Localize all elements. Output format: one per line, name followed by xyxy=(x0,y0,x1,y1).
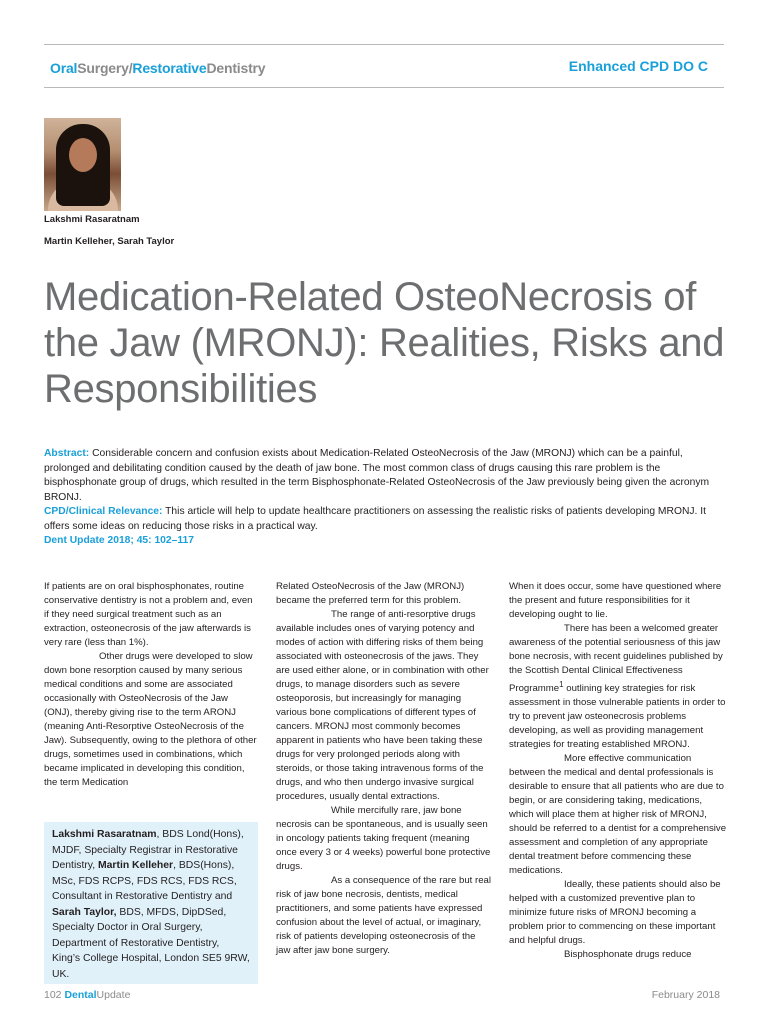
col3-paragraph-2a: There has been a welcomed greater awareness of the potential seriousness of this jaw bone necrosis, with recent guidelines published by the Scottish Dental Clinical Effectiveness Programme xyxy=(509,623,723,695)
affil-text-1: , BDS Lond(Hons), MJDF, Specialty Registrar in Restorative Dentistry, xyxy=(52,829,244,871)
body-column-1 xyxy=(44,580,258,790)
footer-brand-dental: Dental xyxy=(64,989,97,1001)
abstract-text: Considerable concern and confusion exists about Medication-Related OsteoNecrosis of the Jaw (MRONJ) which can be a painful, prolonged and debilitating condition caused by the death of jaw bone. The most common class of drugs causing this rare problem is the bisphosphonate group of drugs, which resulted in the term Bisphosphonate-Related OsteoNecrosis of the Jaw previously being given the acronym BRONJ. xyxy=(44,448,710,503)
citation: Dent Update 2018; 45: 102–117 xyxy=(44,535,194,546)
header-top-rule xyxy=(44,44,724,45)
section-part-restorative: Restorative xyxy=(132,60,207,76)
affiliation-box xyxy=(44,822,258,984)
col3-paragraph-1: When it does occur, some have questioned where the present and future responsibilities for it developing ought to lie. xyxy=(509,581,722,620)
footer-page xyxy=(44,989,130,1001)
abstract-label: Abstract: xyxy=(44,448,90,459)
col2-paragraph-4: As a consequence of the rare but real risk of jaw bone necrosis, dentists, medical practitioners, and some patients have expressed confusion about the level of actual, or imaginary, risk of patients developing osteonecrosis of the jaw after jaw bone surgery. xyxy=(276,875,491,956)
section-label xyxy=(50,60,265,76)
affil-text-2: , BDS(Hons), MSc, FDS RCPS, FDS RCS, FDS RCS, Consultant in Restorative Dentistry and xyxy=(52,860,237,902)
article-title: Medication-Related OsteoNecrosis of the Jaw (MRONJ): Realities, Risks and Responsibilities xyxy=(44,275,725,411)
col1-paragraph-1: If patients are on oral bisphosphonates, routine conservative dentistry is not a problem and, even if they need surgical treatment such as an extraction, osteonecrosis of the jaw afterwards is very rare (less than 1%). xyxy=(44,581,253,648)
page-number: 102 xyxy=(44,989,62,1001)
header-bottom-rule xyxy=(44,87,724,88)
col3-paragraph-2b: outlining key strategies for risk assessment in those vulnerable patients in order to try to prevent jaw osteonecrosis problems developing, as well as providing management strategies for treating established MRONJ. xyxy=(509,683,726,751)
affil-name-2: Martin Kelleher xyxy=(98,860,174,871)
body-column-3 xyxy=(509,580,727,962)
abstract-block xyxy=(44,447,724,549)
footer-brand-update: Update xyxy=(96,989,131,1001)
col2-paragraph-1: Related OsteoNecrosis of the Jaw (MRONJ) became the preferred term for this problem. xyxy=(276,581,465,606)
abstract-paragraph xyxy=(44,447,724,505)
col3-paragraph-2 xyxy=(509,622,727,752)
col2-paragraph-3: While mercifully rare, jaw bone necrosis can be spontaneous, and is usually seen in oncology patients taking frequent (meaning once every 3 or 4 weeks) powerful bone protective drugs. xyxy=(276,805,491,872)
section-part-dentistry: Dentistry xyxy=(206,60,266,76)
col3-paragraph-4: Ideally, these patients should also be helped with a customized preventive plan to minimize future risks of MRONJ becoming a problem prior to commencing on these important and helpful drugs. xyxy=(509,879,721,947)
col3-paragraph-3: More effective communication between the medical and dental professionals is desirable to ensure that all patients who are due to begin, or are considering taking, medications, which will place them at higher risk of MRONJ, should be referred to a dentist for a comprehensive assessment and completion of any appropriate dental treatment before commencing these medications. xyxy=(509,753,727,877)
affil-name-3: Sarah Taylor, xyxy=(52,906,117,918)
footer-date: February 2018 xyxy=(651,989,720,1001)
affil-name-1: Lakshmi Rasaratnam xyxy=(52,829,157,840)
section-part-oral: Oral xyxy=(50,60,78,76)
relevance-label: CPD/Clinical Relevance: xyxy=(44,506,163,517)
author-co: Martin Kelleher, Sarah Taylor xyxy=(44,236,175,247)
photo-face xyxy=(69,138,97,172)
author-main: Lakshmi Rasaratnam xyxy=(44,214,140,225)
relevance-paragraph xyxy=(44,505,724,534)
author-photo xyxy=(44,118,121,211)
cpd-tag: Enhanced CPD DO C xyxy=(568,58,708,74)
col1-paragraph-2: Other drugs were developed to slow down bone resorption caused by many serious medical conditions and some are associated occasionally with OsteoNecrosis of the Jaw (ONJ), thereby giving rise to the term ARONJ (meaning Anti-Resorptive OsteoNecrosis of the Jaw). Subsequently, owing to the plethora of other drugs, sometimes used in combinations, which became implicated in developing this condition, the term Medication xyxy=(44,651,257,788)
col3-paragraph-5: Bisphosphonate drugs reduce xyxy=(564,949,692,961)
reference-marker: 1 xyxy=(559,680,564,689)
relevance-text: This article will help to update healthcare practitioners on assessing the realistic risks of patients developing MRONJ. It offers some ideas on reducing those risks in a practical way. xyxy=(44,506,706,532)
body-column-2 xyxy=(276,580,492,958)
affil-text-3: BDS, MFDS, DipDSed, Specialty Doctor in Oral Surgery, Department of Restorative Dentistry, King’s College Hospital, London SE5 9RW, UK. xyxy=(52,906,250,980)
section-part-surgery: Surgery/ xyxy=(77,60,133,76)
col2-paragraph-2: The range of anti-resorptive drugs available includes ones of varying potency and modes of action with differing risks of them being associated with osteonecrosis of the jaws. They are used either alone, or in combination with other drugs, to manage disorders such as severe osteoporosis, but increasingly for managing various bone complications of different types of cancers. MRONJ most commonly becomes apparent in patients who have been taking these drugs for very prolonged periods along with steroids, or those taking intravenous forms of the drugs, and who then undergo invasive surgical procedures, usually dental extractions. xyxy=(276,609,489,802)
